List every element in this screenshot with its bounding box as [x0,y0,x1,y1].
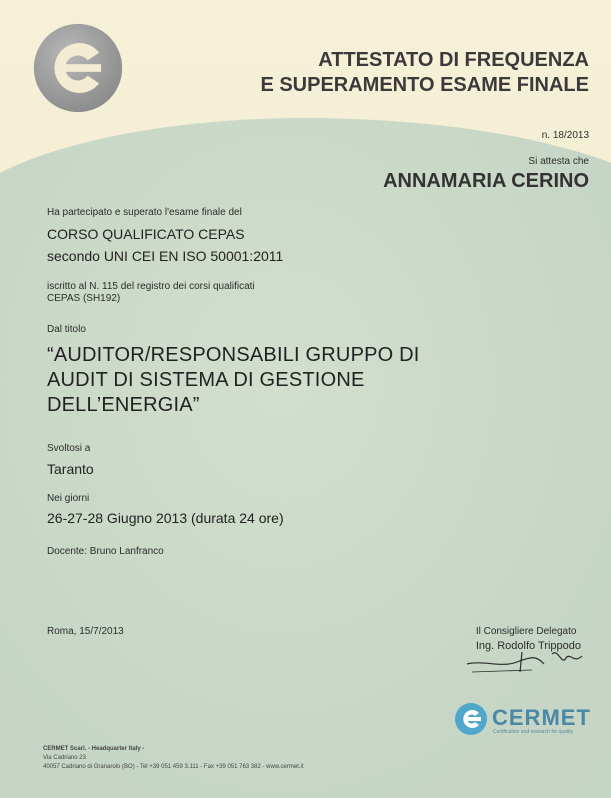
course-title-line-3: DELL’ENERGIA” [47,394,200,416]
title-label: Dal titolo [47,324,86,335]
course-title-line-1: “AUDITOR/RESPONSABILI GRUPPO DI [47,344,420,366]
signatory-name: Ing. Rodolfo Trippodo [475,640,581,652]
course-line-1: CORSO QUALIFICATO CEPAS [47,226,245,242]
footer-line-2: Via Cadriano 23 [43,755,86,761]
title-line-1: ATTESTATO DI FREQUENZA [318,49,589,71]
certificate-title [260,48,589,98]
course-line-2: secondo UNI CEI EN ISO 50001:2011 [47,248,284,264]
registry-line-2: CEPAS (SH192) [47,293,121,304]
location-label: Svoltosi a [47,443,91,454]
footer-line-1: CERMET Scarl. - Headquarter Italy - [43,746,145,752]
footer-address [43,745,303,772]
place-date: Roma, 15/7/2013 [47,626,124,637]
cermet-tagline: Certification and research for quality [493,729,574,735]
title-line-2: E SUPERAMENTO ESAME FINALE [260,74,589,96]
dates-label: Nei giorni [47,493,90,504]
course-title-line-2: AUDIT DI SISTEMA DI GESTIONE [47,369,365,391]
signatory-role: Il Consigliere Delegato [475,626,577,637]
course-title [47,343,420,418]
cermet-brand-name: CERMET [492,705,591,730]
dates-value: 26-27-28 Giugno 2013 (durata 24 ore) [47,510,284,526]
intro-text: Ha partecipato e superato l'esame finale del [47,207,242,218]
registry-line-1: iscritto al N. 115 del registro dei corsi qualificati [47,281,255,292]
footer-line-3: 40057 Cadriano di Granarolo (BO) - Tel +39 051 459 3.111 - Fax +39 051 763 382 - www.cermet.it [43,764,304,770]
signature-icon [462,646,587,676]
cermet-c-logo-icon [30,20,126,116]
recipient-name: ANNAMARIA CERINO [383,170,589,192]
attesta-label: Si attesta che [528,156,589,167]
certificate-number: n. 18/2013 [541,130,589,141]
location-value: Taranto [47,461,94,477]
background-wave [0,118,611,798]
teacher-text: Docente: Bruno Lanfranco [47,546,164,557]
